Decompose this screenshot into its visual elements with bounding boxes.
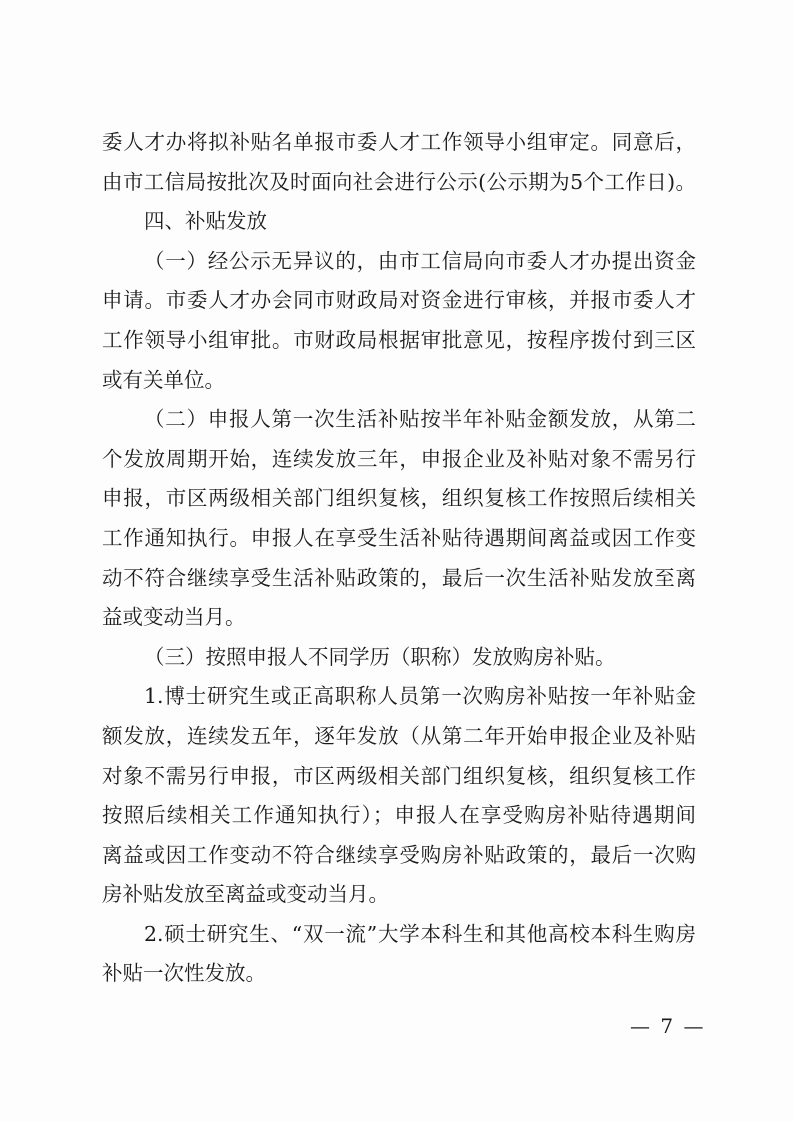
text-line: 离益或因工作变动不符合继续享受购房补贴政策的，最后一次购: [102, 842, 696, 867]
text-line: 补贴一次性发放。: [102, 961, 266, 986]
text-line: 申请。市委人才办会同市财政局对资金进行审核，并报市委人才: [102, 288, 696, 313]
text-line: 四、补贴发放: [144, 209, 267, 234]
text-line: 按照后续相关工作通知执行）；申报人在享受购房补贴待遇期间: [102, 803, 696, 828]
text-line: 额发放，连续发五年，逐年发放（从第二年开始申报企业及补贴: [102, 723, 696, 748]
text-line: 或有关单位。: [102, 367, 225, 392]
document-body: [102, 126, 696, 997]
text-line: 委人才办将拟补贴名单报市委人才工作领导小组审定。同意后，: [102, 130, 696, 154]
text-line: （三）按照申报人不同学历（职称）发放购房补贴。: [144, 644, 616, 669]
text-line: 2.硕士研究生、“双一流”大学本科生和其他高校本科生购房: [144, 921, 696, 946]
text-line: 工作领导小组审批。市财政局根据审批意见，按程序拨付到三区: [102, 327, 696, 352]
text-line: （一）经公示无异议的，由市工信局向市委人才办提出资金: [144, 248, 696, 273]
text-line: 房补贴发放至离益或变动当月。: [102, 882, 389, 907]
text-line: 动不符合继续享受生活补贴政策的，最后一次生活补贴发放至离: [102, 565, 696, 590]
text-line: （二）申报人第一次生活补贴按半年补贴金额发放，从第二: [144, 407, 696, 432]
text-line: 对象不需另行申报，市区两级相关部门组织复核，组织复核工作: [102, 763, 696, 788]
text-line: 由市工信局按批次及时面向社会进行公示(公示期为5个工作日)。: [102, 169, 696, 194]
page-number: — 7 —: [630, 1014, 706, 1038]
text-line: 益或变动当月。: [102, 605, 246, 630]
text-line: 个发放周期开始，连续发放三年，申报企业及补贴对象不需另行: [102, 446, 696, 471]
text-line: 工作通知执行。申报人在享受生活补贴待遇期间离益或因工作变: [102, 525, 696, 550]
text-line: 申报，市区两级相关部门组织复核，组织复核工作按照后续相关: [102, 486, 696, 511]
text-line: 1.博士研究生或正高职称人员第一次购房补贴按一年补贴金: [144, 684, 696, 709]
